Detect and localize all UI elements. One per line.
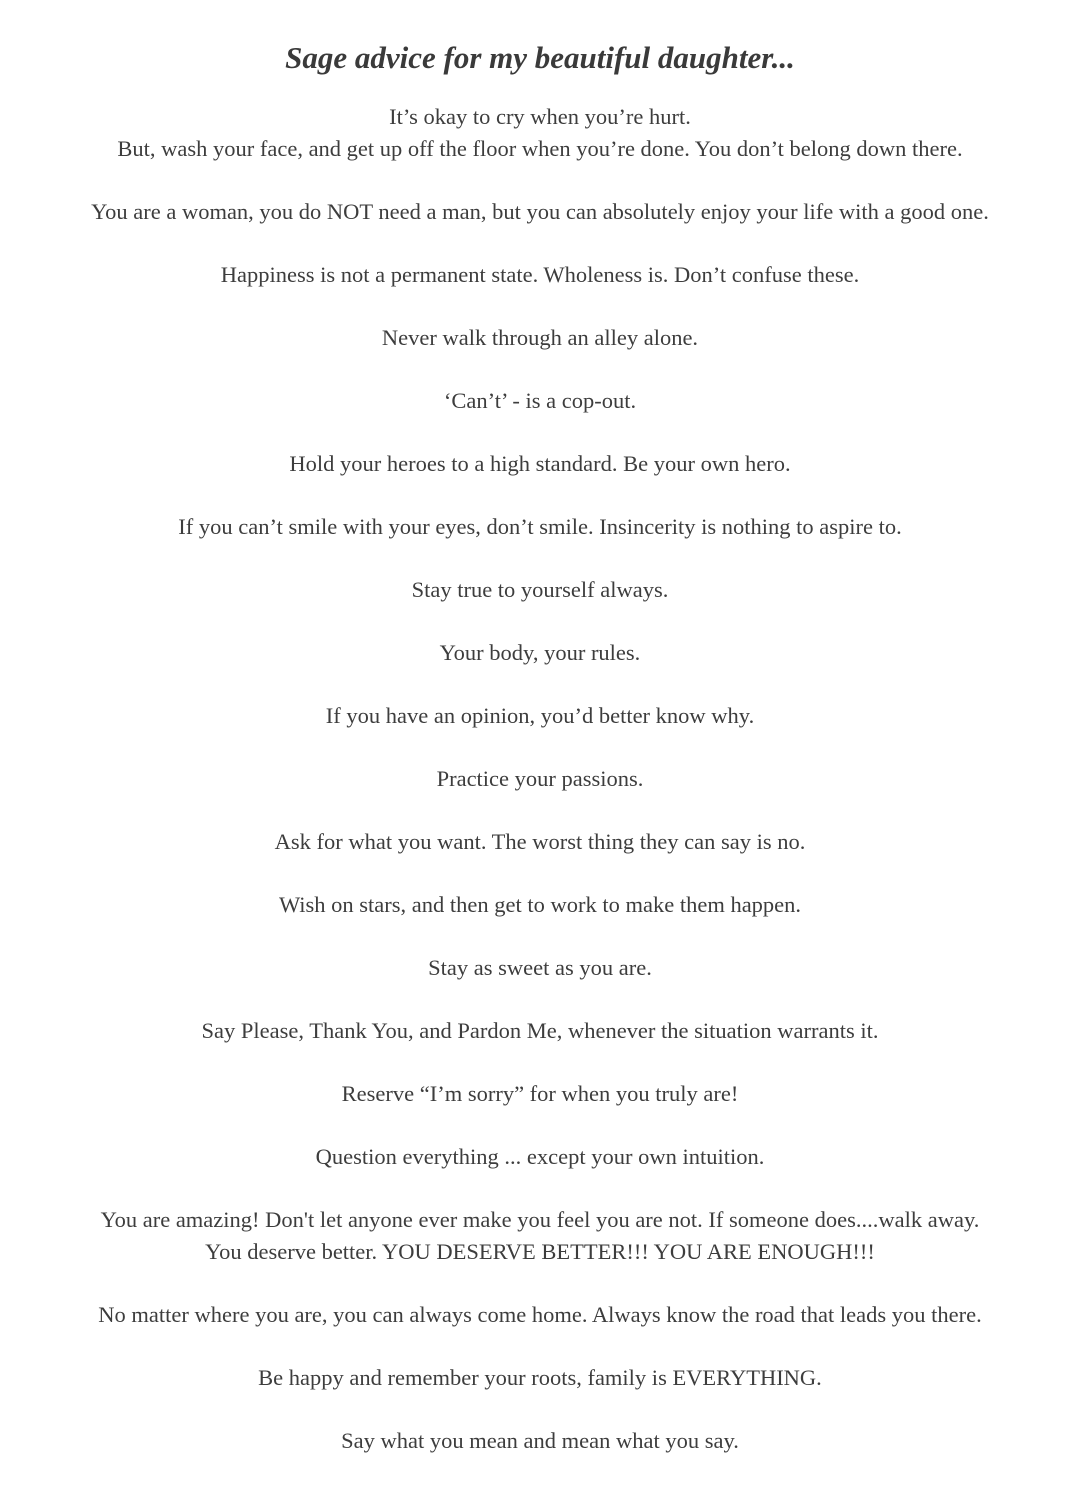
page-title: Sage advice for my beautiful daughter... [285, 40, 795, 75]
advice-item [0, 700, 1080, 732]
advice-item [0, 448, 1080, 480]
advice-line: Never walk through an alley alone. [381, 325, 699, 350]
advice-item [0, 889, 1080, 921]
advice-line: Say what you mean and mean what you say. [341, 1428, 739, 1453]
advice-line: You are amazing! Don't let anyone ever make you feel you are not. If someone does....walk away. [100, 1207, 980, 1232]
advice-line: Reserve “I’m sorry” for when you truly are! [341, 1081, 739, 1106]
advice-item [0, 1425, 1080, 1457]
advice-item [0, 637, 1080, 669]
advice-line: Happiness is not a permanent state. Wholeness is. Don’t confuse these. [220, 262, 860, 287]
advice-item [0, 763, 1080, 795]
advice-line: You deserve better. YOU DESERVE BETTER!!! YOU ARE ENOUGH!!! [205, 1239, 875, 1264]
advice-item [0, 1078, 1080, 1110]
advice-item [0, 1299, 1080, 1331]
advice-item [0, 1141, 1080, 1173]
advice-line: No matter where you are, you can always come home. Always know the road that leads you there. [98, 1302, 982, 1327]
advice-line: Practice your passions. [436, 766, 644, 791]
advice-line: You are a woman, you do NOT need a man, but you can absolutely enjoy your life with a good one. [91, 199, 989, 224]
advice-list [0, 101, 1080, 1488]
advice-item [0, 511, 1080, 543]
advice-item [0, 101, 1080, 165]
advice-line: If you have an opinion, you’d better know why. [325, 703, 755, 728]
advice-line: ‘Can’t’ - is a cop-out. [443, 388, 637, 413]
advice-line: It’s okay to cry when you’re hurt. [389, 104, 691, 129]
advice-item [0, 259, 1080, 291]
advice-item [0, 826, 1080, 858]
advice-line: Be happy and remember your roots, family is EVERYTHING. [258, 1365, 822, 1390]
advice-line: If you can’t smile with your eyes, don’t smile. Insincerity is nothing to aspire to. [178, 514, 902, 539]
advice-item [0, 1204, 1080, 1268]
advice-item [0, 322, 1080, 354]
advice-item [0, 574, 1080, 606]
advice-line: Stay as sweet as you are. [428, 955, 652, 980]
advice-item [0, 196, 1080, 228]
advice-line: Wish on stars, and then get to work to make them happen. [278, 892, 802, 917]
advice-line: But, wash your face, and get up off the floor when you’re done. You don’t belong down there. [117, 136, 963, 161]
advice-line: Question everything ... except your own intuition. [315, 1144, 765, 1169]
advice-item [0, 952, 1080, 984]
advice-item [0, 1015, 1080, 1047]
advice-line: Say Please, Thank You, and Pardon Me, whenever the situation warrants it. [201, 1018, 879, 1043]
advice-line: Hold your heroes to a high standard. Be your own hero. [289, 451, 791, 476]
advice-line: Stay true to yourself always. [411, 577, 669, 602]
advice-item [0, 385, 1080, 417]
advice-line: Ask for what you want. The worst thing they can say is no. [274, 829, 806, 854]
advice-line: Your body, your rules. [439, 640, 641, 665]
advice-item [0, 1362, 1080, 1394]
